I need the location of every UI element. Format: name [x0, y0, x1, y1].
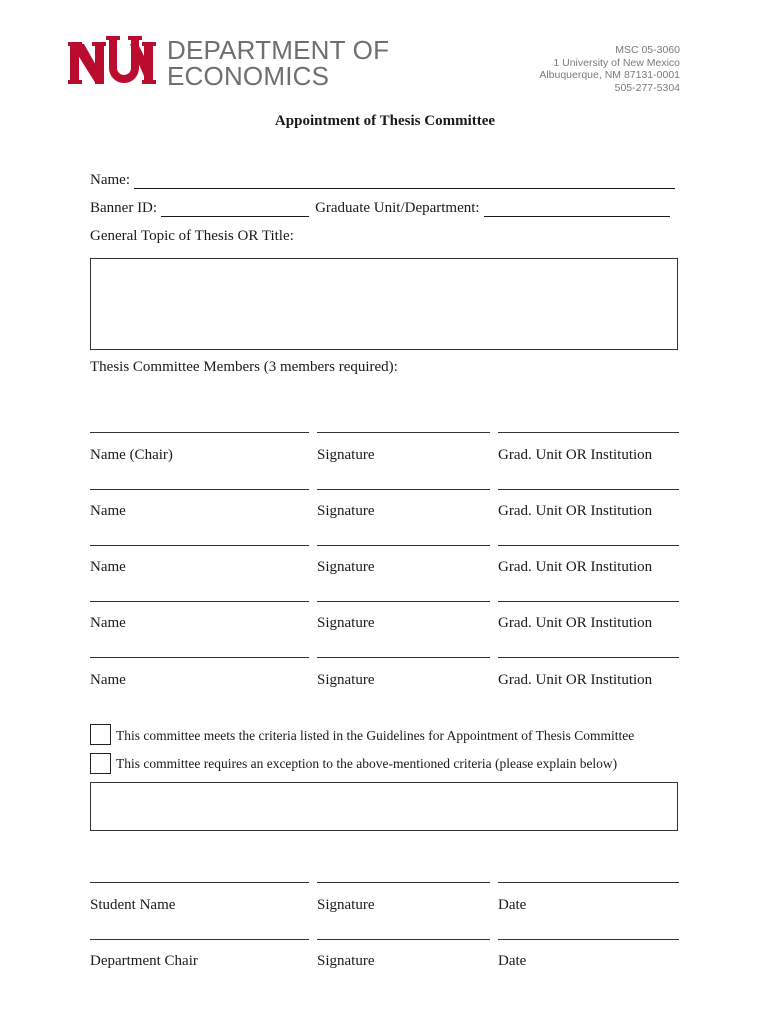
- exception-explanation-textbox[interactable]: [90, 782, 678, 831]
- name-label: Name:: [90, 172, 130, 188]
- member-name-label: Name: [90, 503, 126, 519]
- name-input-line[interactable]: [134, 174, 675, 189]
- committee-members-label: Thesis Committee Members (3 members required):: [90, 359, 398, 375]
- member-name-line[interactable]: [90, 545, 309, 546]
- chair-date-line[interactable]: [498, 939, 679, 940]
- exception-label: This committee requires an exception to the above-mentioned criteria (please explain below): [116, 756, 618, 771]
- criteria-met-label: This committee meets the criteria listed in the Guidelines for Appointment of Thesis Committee: [116, 728, 635, 743]
- chair-name-line[interactable]: [90, 939, 309, 940]
- unm-logo: [68, 36, 156, 94]
- member-unit-label: Grad. Unit OR Institution: [498, 503, 653, 519]
- member-unit-label: Grad. Unit OR Institution: [498, 672, 653, 688]
- member-name-label: Name: [90, 615, 126, 631]
- member-signature-label: Signature: [317, 559, 375, 575]
- chair-signature-line[interactable]: [317, 939, 490, 940]
- student-date-line[interactable]: [498, 882, 679, 883]
- member-unit-line[interactable]: [498, 545, 679, 546]
- student-name-label: Student Name: [90, 897, 176, 913]
- address-line: Albuquerque, NM 87131-0001: [539, 69, 680, 81]
- student-name-line[interactable]: [90, 882, 309, 883]
- member-unit-line[interactable]: [498, 657, 679, 658]
- member-name-line[interactable]: [90, 601, 309, 602]
- banner-id-input-line[interactable]: [161, 202, 309, 217]
- student-signature-label: Signature: [317, 897, 375, 913]
- member-unit-line[interactable]: [498, 601, 679, 602]
- address-line: MSC 05-3060: [615, 44, 680, 56]
- student-date-label: Date: [498, 897, 527, 913]
- member-unit-line[interactable]: [498, 432, 679, 433]
- grad-unit-input-line[interactable]: [484, 202, 670, 217]
- member-unit-label: Grad. Unit OR Institution: [498, 559, 653, 575]
- member-name-label: Name: [90, 559, 126, 575]
- chair-signature-label: Signature: [317, 953, 375, 969]
- banner-field-row: [90, 200, 670, 217]
- department-address: [539, 44, 680, 94]
- member-name-line[interactable]: [90, 489, 309, 490]
- chair-name-label: Department Chair: [90, 953, 198, 969]
- member-name-label: Name: [90, 672, 126, 688]
- member-signature-label: Signature: [317, 503, 375, 519]
- criteria-met-checkbox[interactable]: [90, 724, 111, 745]
- form-title: Appointment of Thesis Committee: [274, 113, 496, 129]
- chair-date-label: Date: [498, 953, 527, 969]
- department-line-2: ECONOMICS: [167, 61, 330, 91]
- member-name-line[interactable]: [90, 432, 309, 433]
- thesis-topic-textbox[interactable]: [90, 258, 678, 350]
- member-signature-line[interactable]: [317, 545, 490, 546]
- member-unit-label: Grad. Unit OR Institution: [498, 447, 653, 463]
- department-name: [167, 37, 389, 89]
- exception-checkbox[interactable]: [90, 753, 111, 774]
- member-signature-line[interactable]: [317, 489, 490, 490]
- member-signature-line[interactable]: [317, 601, 490, 602]
- name-field-row: [90, 172, 675, 189]
- grad-unit-label: Graduate Unit/Department:: [315, 200, 480, 216]
- member-signature-label: Signature: [317, 615, 375, 631]
- banner-id-label: Banner ID:: [90, 200, 158, 216]
- member-unit-line[interactable]: [498, 489, 679, 490]
- address-line: 1 University of New Mexico: [553, 56, 680, 69]
- member-signature-line[interactable]: [317, 432, 490, 433]
- member-name-line[interactable]: [90, 657, 309, 658]
- member-signature-label: Signature: [317, 447, 375, 463]
- topic-label: General Topic of Thesis OR Title:: [90, 228, 294, 244]
- member-signature-label: Signature: [317, 672, 375, 688]
- address-line: 505-277-5304: [614, 81, 680, 94]
- member-unit-label: Grad. Unit OR Institution: [498, 615, 653, 631]
- member-signature-line[interactable]: [317, 657, 490, 658]
- member-name-label: Name (Chair): [90, 447, 173, 463]
- student-signature-line[interactable]: [317, 882, 490, 883]
- department-line-1: DEPARTMENT OF: [167, 35, 390, 65]
